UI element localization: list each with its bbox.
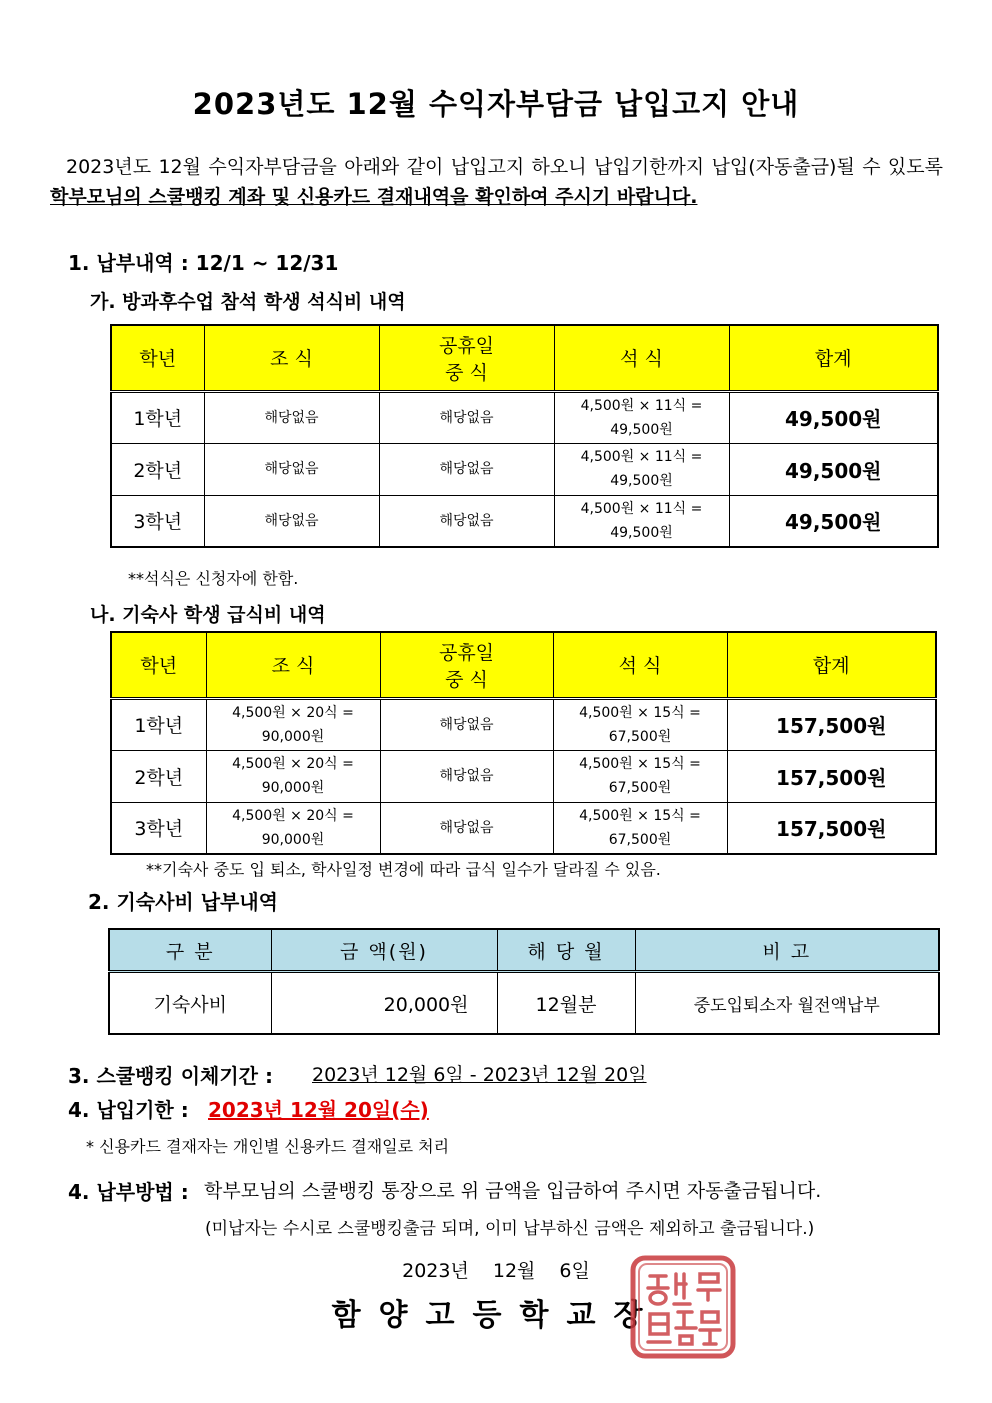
cell-total: 49,500원: [729, 443, 938, 495]
cell-lunch: 해당없음: [379, 391, 554, 443]
col-lunch-line1: 공휴일: [438, 641, 495, 664]
cell-breakfast-calc: 4,500원 × 20식 =: [232, 756, 354, 772]
cell-grade: 2학년: [111, 750, 206, 802]
section4-label: 4. 납입기한 :: [68, 1098, 189, 1122]
intro-paragraph: [50, 152, 943, 212]
cell-lunch: 해당없음: [380, 802, 553, 854]
dorm-fee-table: [108, 928, 940, 1035]
col-dinner: 석 식: [554, 325, 729, 391]
cell-dinner-calc: 4,500원 × 15식 =: [579, 807, 701, 824]
section5-text: 학부모님의 스쿨뱅킹 통장으로 위 금액을 입금하여 주시면 자동출금됩니다.: [204, 1180, 822, 1202]
cell-month: 12월분: [497, 972, 635, 1035]
col-amount: 금 액(원): [271, 929, 497, 972]
table-row: [111, 391, 938, 443]
col-breakfast: 조 식: [206, 632, 380, 698]
cell-dinner: [553, 698, 727, 750]
cell-amount: 20,000원: [271, 972, 497, 1035]
col-total: 합계: [727, 632, 936, 698]
cell-total: 157,500원: [727, 698, 936, 750]
cell-grade: 2학년: [111, 443, 204, 495]
col-lunch-line1: 공휴일: [438, 334, 495, 357]
table-row: [111, 495, 938, 547]
section1-sub-a: 가. 방과후수업 참석 학생 석식비 내역: [90, 291, 406, 313]
col-grade: 학년: [111, 325, 204, 391]
cell-breakfast: 해당없음: [204, 391, 379, 443]
cell-grade: 3학년: [111, 802, 206, 854]
section5-sub: (미납자는 수시로 스쿨뱅킹출금 되며, 이미 납부하신 금액은 제외하고 출금됩니다.): [205, 1219, 815, 1239]
section3-label: 3. 스쿨뱅킹 이체기간 :: [68, 1064, 273, 1088]
cell-lunch: 해당없음: [380, 698, 553, 750]
col-grade: 학년: [111, 632, 206, 698]
col-lunch-line2: 중 식: [445, 361, 488, 384]
cell-total: 157,500원: [727, 750, 936, 802]
table-row: [111, 750, 936, 802]
cell-grade: 1학년: [111, 391, 204, 443]
section5-label: 4. 납부방법 :: [68, 1180, 189, 1204]
cell-remark: 중도입퇴소자 월전액납부: [635, 972, 939, 1035]
cell-breakfast-amount: 90,000원: [261, 780, 325, 796]
cell-dinner: [554, 443, 729, 495]
table-row: [109, 972, 939, 1035]
cell-dinner-calc: 4,500원 × 11식 =: [580, 449, 703, 465]
cell-dinner: [554, 495, 729, 547]
dorm-meal-table: [110, 631, 937, 855]
cell-total: 157,500원: [727, 802, 936, 854]
cell-total: 49,500원: [729, 391, 938, 443]
deadline-value: 2023년 12월 20일(수): [208, 1098, 429, 1122]
dinner-fee-table: [110, 324, 939, 548]
cell-dinner-amount: 67,500원: [608, 780, 672, 796]
col-lunch: [380, 632, 553, 698]
section2-heading: 2. 기숙사비 납부내역: [88, 890, 278, 914]
cell-lunch: 해당없음: [380, 750, 553, 802]
official-seal-icon: [628, 1254, 738, 1360]
intro-text: 2023년도 12월 수익자부담금을 아래와 같이 납입고지 하오니 납입기한까지 납입(자동출금)될 수 있도록: [66, 156, 943, 178]
section1-sub-b: 나. 기숙사 학생 급식비 내역: [90, 604, 326, 626]
cell-dinner-calc: 4,500원 × 15식 =: [579, 756, 701, 772]
cell-breakfast: 해당없음: [204, 495, 379, 547]
section4-note: * 신용카드 결재자는 개인별 신용카드 결재일로 처리: [86, 1137, 450, 1156]
cell-grade: 3학년: [111, 495, 204, 547]
col-item: 구 분: [109, 929, 271, 972]
note-b: **기숙사 중도 입 퇴소, 학사일정 변경에 따라 급식 일수가 달라질 수 있음.: [146, 860, 661, 879]
cell-breakfast: [206, 698, 380, 750]
cell-dinner-amount: 67,500원: [608, 831, 672, 848]
section1-heading: 1. 납부내역 : 12/1 ~ 12/31: [68, 251, 339, 275]
signature: 함양고등학교장: [331, 1298, 661, 1333]
cell-lunch: 해당없음: [379, 443, 554, 495]
cell-total: 49,500원: [729, 495, 938, 547]
cell-breakfast: [206, 750, 380, 802]
cell-dinner-calc: 4,500원 × 15식 =: [579, 704, 701, 721]
col-dinner: 석 식: [553, 632, 727, 698]
cell-dinner-amount: 49,500원: [610, 524, 673, 541]
cell-dinner: [553, 750, 727, 802]
col-month: 해 당 월: [497, 929, 635, 972]
cell-breakfast-amount: 90,000원: [261, 831, 325, 848]
col-lunch-line2: 중 식: [445, 668, 488, 691]
cell-lunch: 해당없음: [379, 495, 554, 547]
col-total: 합계: [729, 325, 938, 391]
cell-dinner-calc: 4,500원 × 11식 =: [580, 500, 703, 517]
cell-dinner-amount: 49,500원: [610, 421, 673, 438]
cell-dinner-calc: 4,500원 × 11식 =: [580, 397, 703, 414]
cell-item: 기숙사비: [109, 972, 271, 1035]
table-row: [111, 802, 936, 854]
col-remark: 비 고: [635, 929, 939, 972]
page-title: 2023년도 12월 수익자부담금 납입고지 안내: [192, 87, 800, 121]
cell-breakfast-amount: 90,000원: [261, 728, 325, 745]
table-row: [111, 698, 936, 750]
table-row: [111, 443, 938, 495]
col-breakfast: 조 식: [204, 325, 379, 391]
cell-breakfast: [206, 802, 380, 854]
intro-emphasis: 학부모님의 스쿨뱅킹 계좌 및 신용카드 결재내역을 확인하여 주시기 바랍니다.: [50, 186, 698, 208]
section3-value: 2023년 12월 6일 - 2023년 12월 20일: [312, 1064, 647, 1086]
cell-breakfast: 해당없음: [204, 443, 379, 495]
cell-breakfast-calc: 4,500원 × 20식 =: [232, 704, 354, 721]
cell-grade: 1학년: [111, 698, 206, 750]
issue-date: 2023년 12월 6일: [402, 1260, 590, 1282]
note-a: **석식은 신청자에 한함.: [128, 569, 299, 588]
cell-breakfast-calc: 4,500원 × 20식 =: [232, 807, 354, 824]
cell-dinner-amount: 49,500원: [610, 473, 673, 489]
cell-dinner: [553, 802, 727, 854]
col-lunch: [379, 325, 554, 391]
cell-dinner: [554, 391, 729, 443]
cell-dinner-amount: 67,500원: [608, 728, 672, 745]
